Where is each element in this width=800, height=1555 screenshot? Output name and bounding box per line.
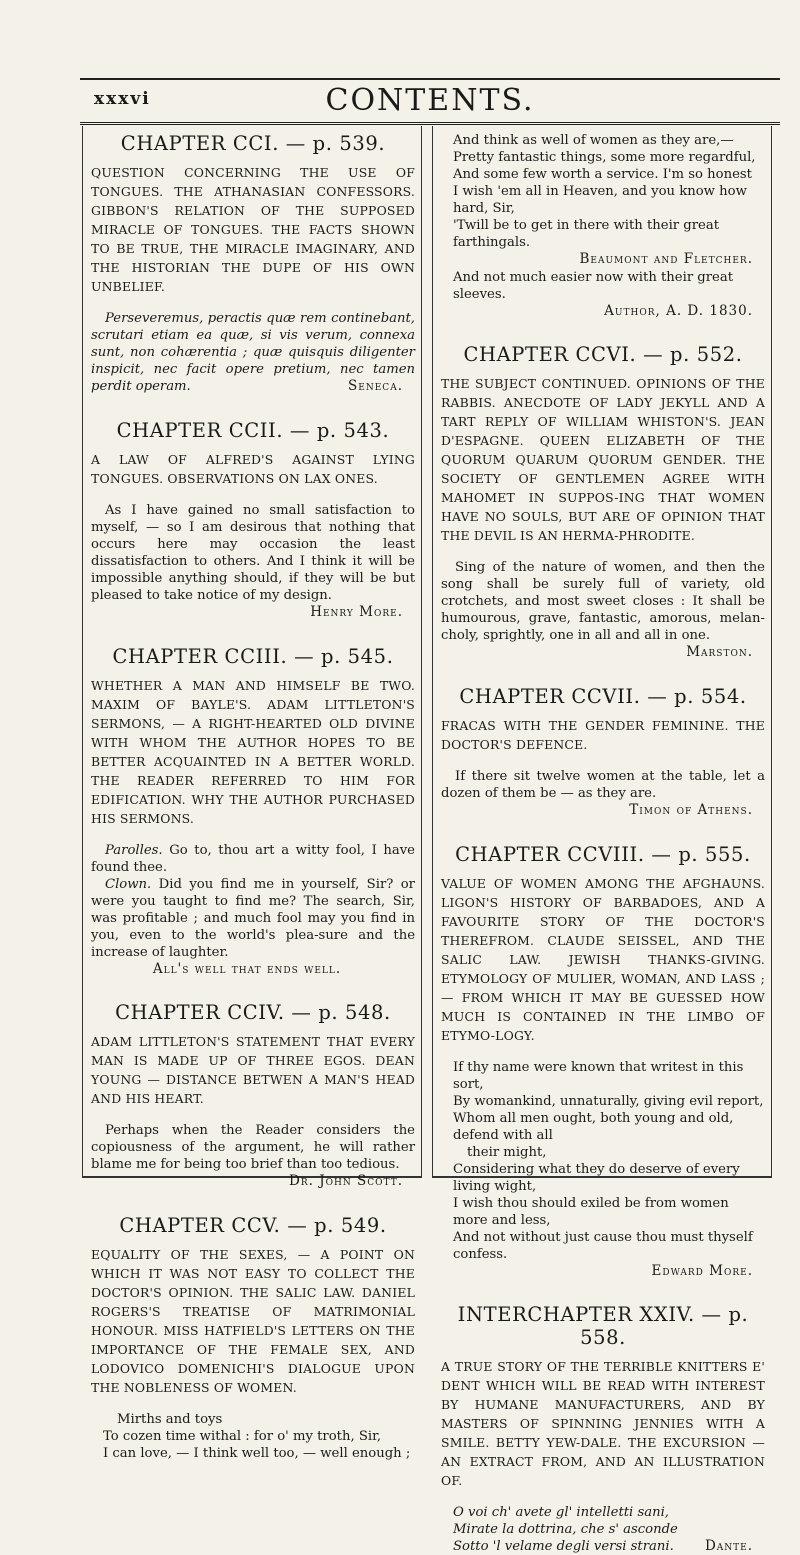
verse-line: 'Twill be to get in there with their great farthingals.	[453, 218, 720, 250]
verse-line: To cozen time withal : for o' my troth, Sir,	[103, 1429, 382, 1444]
verse-line: O voi ch' avete gl' intelletti sani,	[453, 1505, 669, 1520]
chapter-summary: ADAM LITTLETON'S STATEMENT THAT EVERY MAN IS MADE UP OF THREE EGOS. DEAN YOUNG — DISTANCE BETWEN A MAN'S HEAD AND HIS HEART.	[91, 1034, 415, 1106]
epigraph-attribution: Dr. John Scott.	[289, 1173, 403, 1189]
chapter-summary: FRACAS WITH THE GENDER FEMININE. THE DOCTOR'S DEFENCE.	[441, 718, 765, 752]
epigraph-text: As I have gained no small satisfaction to myself, — so I am desirous that nothing that occurs here may occasion the least dissatisfaction to others. And I think it will be impossible anything should, if they will be but pleased to take notice of my design.	[91, 503, 415, 603]
verse	[91, 1411, 415, 1462]
chapter-heading: CHAPTER CCIV. — p. 548.	[115, 1001, 391, 1024]
verse-line: Considering what they do deserve of every living wight,	[453, 1162, 740, 1194]
epigraph-attribution: Henry More.	[310, 604, 403, 620]
dialogue-line	[91, 876, 415, 961]
epigraph-attribution: Author, A. D. 1830.	[604, 303, 753, 319]
chapter-summary: WHETHER A MAN AND HIMSELF BE TWO. MAXIM OF BAYLE'S. ADAM LITTLETON'S SERMONS, — A RIGHT-HEARTED OLD DIVINE WITH WHOM THE AUTHOR HOPES TO BE BETTER ACQUAINTED IN A BETTER WORLD. THE READER REFERRED TO HIM FOR EDIFICATION. WHY THE AUTHOR PURCHASED HIS SERMONS.	[91, 678, 415, 826]
epigraph-attribution: Edward More.	[651, 1263, 753, 1279]
right-column	[432, 126, 772, 1554]
epigraph-attribution: Dante.	[704, 1538, 753, 1554]
epigraph	[91, 502, 415, 621]
epigraph	[91, 310, 415, 395]
chapter-heading: CHAPTER CCII. — p. 543.	[116, 419, 390, 442]
running-title: CONTENTS.	[325, 83, 535, 118]
chapter-summary: QUESTION CONCERNING THE USE OF TONGUES. THE ATHANASIAN CONFESSORS. GIBBON'S RELATION OF THE SUPPOSED MIRACLE OF TONGUES. THE FACTS SHOWN TO BE TRUE, THE MIRACLE IMAGINARY, AND THE HISTORIAN THE DUPE OF HIS OWN UNBELIEF.	[91, 165, 415, 294]
verse	[441, 1059, 765, 1263]
verse-line: Mirate la dottrina, che s' asconde	[453, 1522, 678, 1537]
chapter-heading: CHAPTER CCV. — p. 549.	[119, 1214, 387, 1237]
chapter-heading: CHAPTER CCIII. — p. 545.	[112, 645, 394, 668]
verse	[441, 132, 765, 251]
verse-line: I wish thou should exiled be from women more and less,	[453, 1196, 729, 1228]
speaker-name: Parolles.	[105, 843, 163, 858]
epigraph-attribution: Seneca.	[348, 378, 403, 394]
dialogue-text: Did you find me in yourself, Sir? or were you taught to find me? The search, Sir, was profitable ; and much fool may you find in you, even to the world's plea-sure and the increase of laughter.	[91, 877, 415, 960]
chapter-summary: A TRUE STORY OF THE TERRIBLE KNITTERS E' DENT WHICH WILL BE READ WITH INTEREST BY HUMANE MANUFACTURERS, AND BY MASTERS OF SPINNING JENNIES WITH A SMILE. BETTY YEW-DALE. THE EXCURSION — AN EXTRACT FROM, AND AN ILLUSTRATION OF.	[441, 1359, 765, 1488]
epigraph-text: Sing of the nature of women, and then the song shall be surely full of variety, old crotchets, and most sweet closes : It shall be humourous, grave, fantastic, amorous, melan-choly, sprightly, one in all and all in one.	[441, 560, 765, 643]
verse-line: their might,	[467, 1145, 547, 1160]
verse-line: And some few worth a service. I'm so honest	[453, 167, 752, 182]
verse	[441, 1504, 765, 1555]
verse-line: I can love, — I think well too, — well enough ;	[103, 1446, 411, 1461]
verse-line: Sotto 'l velame degli versi strani.	[453, 1539, 674, 1554]
left-column	[82, 126, 422, 1461]
page-number: xxxvi	[94, 89, 151, 109]
verse-line: And not much easier now with their great sleeves.	[453, 270, 734, 302]
dialogue-line	[91, 842, 415, 876]
chapter-summary: EQUALITY OF THE SEXES, — A POINT ON WHICH IT WAS NOT EASY TO COLLECT THE DOCTOR'S OPINION. THE SALIC LAW. DANIEL ROGERS'S TREATISE OF MATRIMONIAL HONOUR. MISS HATFIELD'S LETTERS ON THE IMPORTANCE OF THE FEMALE SEX, AND LODOVICO DOMENICHI'S DIALOGUE UPON THE NOBLENESS OF WOMEN.	[91, 1247, 415, 1395]
verse-line: And not without just cause thou must thyself confess.	[453, 1230, 753, 1262]
verse-line: By womankind, unnaturally, giving evil report,	[453, 1094, 764, 1109]
epigraph-attribution: Marston.	[686, 644, 753, 660]
chapter-summary: A LAW OF ALFRED'S AGAINST LYING TONGUES. OBSERVATIONS ON LAX ONES.	[91, 452, 415, 486]
dialogue-text: Go to, thou art a witty fool, I have found thee.	[91, 843, 415, 875]
verse-line: If thy name were known that writest in this sort,	[453, 1060, 744, 1092]
epigraph-attribution: All's well that ends well.	[152, 961, 342, 977]
speaker-name: Clown.	[105, 877, 152, 892]
chapter-heading: CHAPTER CCVIII. — p. 555.	[455, 843, 751, 866]
epigraph-text: If there sit twelve women at the table, let a dozen of them be — as they are.	[441, 769, 765, 801]
verse-line: Mirths and toys	[117, 1412, 223, 1427]
verse-line: I wish 'em all in Heaven, and you know how hard, Sir,	[453, 184, 747, 216]
epigraph	[441, 768, 765, 819]
chapter-heading: CHAPTER CCVI. — p. 552.	[463, 343, 743, 366]
epigraph	[91, 1122, 415, 1190]
chapter-summary: VALUE OF WOMEN AMONG THE AFGHAUNS. LIGON'S HISTORY OF BARBADOES, AND A FAVOURITE STORY OF THE DOCTOR'S THEREFROM. CLAUDE SEISSEL, AND THE SALIC LAW. JEWISH THANKS-GIVING. ETYMOLOGY OF MULIER, WOMAN, AND LASS ; — FROM WHICH IT MAY BE GUESSED HOW MUCH IS CONTAINED IN THE LIMBO OF ETYMO-LOGY.	[441, 876, 765, 1043]
verse-line: And think as well of women as they are,—	[453, 133, 734, 148]
verse	[441, 269, 765, 303]
epigraph-attribution: Timon of Athens.	[629, 802, 753, 818]
epigraph	[441, 559, 765, 661]
chapter-summary: THE SUBJECT CONTINUED. OPINIONS OF THE RABBIS. ANECDOTE OF LADY JEKYLL AND A TART REPLY OF WILLIAM WHISTON'S. JEAN D'ESPAGNE. QUEEN ELIZABETH OF THE QUORUM QUARUM QUORUM GENDER. THE SOCIETY OF GENTLEMEN AGREE WITH MAHOMET IN SUPPOS-ING THAT WOMEN HAVE NO SOULS, BUT ARE OF OPINION THAT THE DEVIL IS AN HERMA-PHRODITE.	[441, 376, 765, 543]
chapter-heading: INTERCHAPTER XXIV. — p. 558.	[457, 1303, 749, 1349]
page-header	[80, 78, 780, 125]
verse-line: Whom all men ought, both young and old, defend with all	[453, 1111, 734, 1143]
epigraph-text: Perseveremus, peractis quæ rem continebant, scrutari etiam ea quæ, si vis verum, connexa sunt, non cohærentia ; quæ quisquis diligenter inspicit, nec facit opere pretium, nec tamen perdit operam.	[91, 311, 415, 394]
chapter-heading: CHAPTER CCI. — p. 539.	[120, 132, 386, 155]
verse-line: Pretty fantastic things, some more regardful,	[453, 150, 756, 165]
epigraph-attribution: Beaumont and Fletcher.	[579, 251, 753, 267]
chapter-heading: CHAPTER CCVII. — p. 554.	[459, 685, 747, 708]
epigraph-text: Perhaps when the Reader considers the copiousness of the argument, he will rather blame me for being too brief than too tedious.	[91, 1123, 415, 1172]
